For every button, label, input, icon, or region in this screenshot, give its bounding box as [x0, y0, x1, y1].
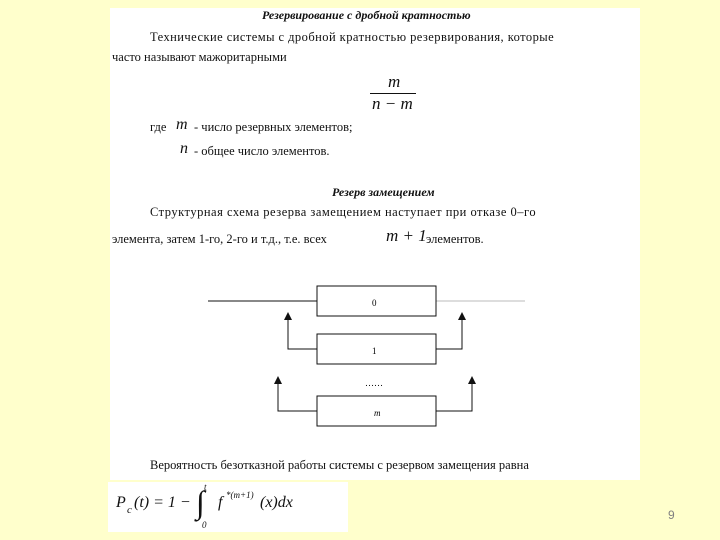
integral-sign: ∫ — [196, 484, 205, 520]
right-connector-m — [436, 380, 472, 411]
ellipsis: …… — [365, 378, 383, 388]
paragraph-line: Технические системы с дробной кратностью резервирования, которые — [150, 30, 555, 44]
probability-text: Вероятность безотказной работы системы с резервом замещения равна — [150, 458, 529, 472]
integral-upper-limit: t — [204, 482, 207, 492]
m-description: - число резервных элементов; — [194, 120, 353, 134]
left-connector-m — [278, 380, 317, 411]
block-label-0: 0 — [372, 298, 377, 308]
heading-replacement-redundancy: Резерв замещением — [332, 185, 435, 199]
document-page — [110, 8, 640, 480]
n-description: - общее число элементов. — [194, 144, 330, 158]
var-m: m — [176, 116, 188, 133]
integrand-argument: (x)dx — [260, 494, 293, 511]
formula-box — [108, 482, 348, 532]
fraction-numerator: m — [388, 72, 401, 91]
block-label-1: 1 — [372, 346, 377, 356]
right-connector-1 — [436, 316, 462, 349]
formula-lhs-subscript: c — [127, 504, 132, 516]
var-n: n — [180, 140, 188, 157]
page-number: 9 — [668, 508, 675, 522]
where-label: где — [150, 120, 167, 134]
paragraph-line: элемента, затем 1-го, 2-го и т.д., т.е. всех — [112, 232, 327, 246]
paragraph-line: элементов. — [426, 232, 484, 246]
fraction-denominator: n − m — [372, 94, 413, 113]
formula-lhs-argument: (t) = 1 − — [134, 494, 191, 511]
block-label-m: m — [374, 408, 381, 418]
replacement-scheme-diagram — [200, 278, 530, 433]
integral-lower-limit: 0 — [202, 520, 207, 530]
expression-m-plus-1: m + 1 — [386, 226, 427, 245]
left-connector-1 — [288, 316, 317, 349]
formula-lhs: P — [116, 494, 126, 511]
block-0 — [317, 286, 436, 316]
paragraph-line: часто называют мажоритарными — [112, 50, 287, 64]
block-1 — [317, 334, 436, 364]
heading-fractional-redundancy: Резервирование с дробной кратностью — [262, 8, 471, 22]
integrand-function: f — [218, 494, 223, 511]
integrand-superscript: *(m+1) — [226, 490, 254, 500]
paragraph-line: Структурная схема резерва замещением наступает при отказе 0–го — [150, 205, 537, 219]
